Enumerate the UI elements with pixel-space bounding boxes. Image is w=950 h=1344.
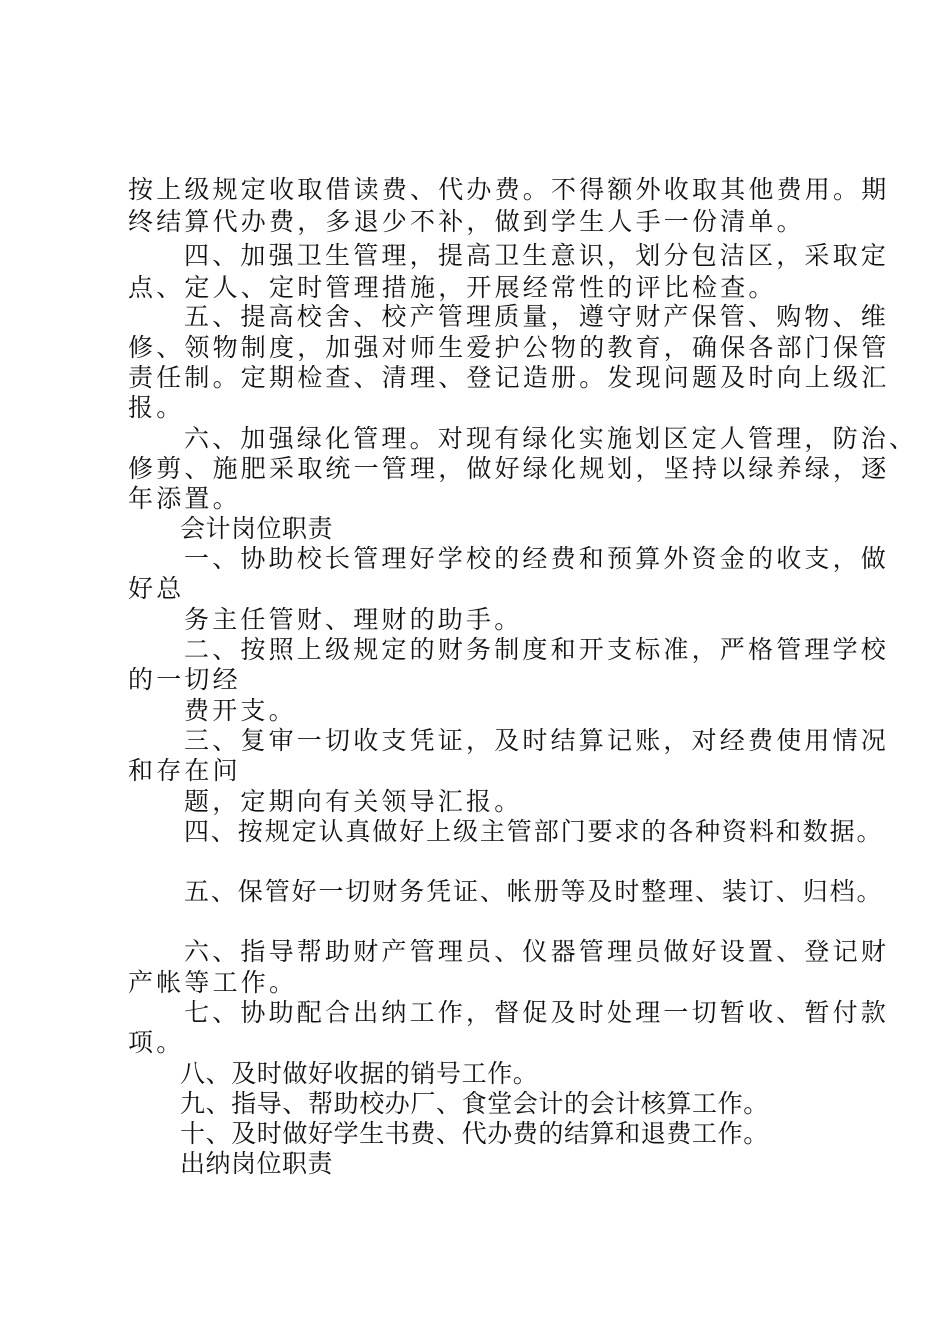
text-line: 二、按照上级规定的财务制度和开支标准，严格管理学校: [184, 635, 890, 664]
text-line: 修剪、施肥采取统一管理，做好绿化规划，坚持以绿养绿，逐: [128, 454, 890, 483]
text-line: 的一切经: [128, 665, 241, 694]
section-heading: 出纳岗位职责: [180, 1149, 334, 1178]
text-line: 八、及时做好收据的销号工作。: [180, 1059, 539, 1088]
text-line: 修、领物制度，加强对师生爱护公物的教育，确保各部门保管: [128, 333, 890, 362]
text-line: 好总: [128, 574, 185, 603]
text-line: 五、保管好一切财务凭证、帐册等及时整理、装订、归档。: [184, 877, 884, 906]
text-line: 三、复审一切收支凭证，及时结算记账，对经费使用情况: [184, 726, 890, 755]
text-line: 产帐等工作。: [128, 968, 298, 997]
text-line: 务主任管财、理财的助手。: [184, 605, 523, 634]
text-line: 一、协助校长管理好学校的经费和预算外资金的收支，做: [184, 544, 890, 573]
text-line: 和存在问: [128, 756, 241, 785]
section-heading: 会计岗位职责: [180, 514, 334, 543]
text-line: 责任制。定期检查、清理、登记造册。发现问题及时向上级汇: [128, 363, 890, 392]
text-line: 九、指导、帮助校办厂、食堂会计的会计核算工作。: [180, 1089, 769, 1118]
text-line: 项。: [128, 1028, 185, 1057]
text-line: 按上级规定收取借读费、代办费。不得额外收取其他费用。期: [128, 175, 890, 204]
text-line: 四、加强卫生管理，提高卫生意识，划分包洁区，采取定: [184, 241, 890, 270]
text-line: 五、提高校舍、校产管理质量，遵守财产保管、购物、维: [184, 302, 890, 331]
text-line: 十、及时做好学生书费、代办费的结算和退费工作。: [180, 1119, 769, 1148]
text-line: 终结算代办费，多退少不补，做到学生人手一份清单。: [128, 207, 805, 236]
text-line: 六、加强绿化管理。对现有绿化实施划区定人管理，防治、: [184, 424, 918, 453]
text-line: 题，定期向有关领导汇报。: [184, 787, 523, 816]
text-line: 年添置。: [128, 484, 241, 513]
text-line: 七、协助配合出纳工作，督促及时处理一切暂收、暂付款: [184, 998, 890, 1027]
text-line: 四、按规定认真做好上级主管部门要求的各种资料和数据。: [184, 817, 884, 846]
text-line: 点、定人、定时管理措施，开展经常性的评比检查。: [128, 273, 777, 302]
text-line: 报。: [128, 393, 185, 422]
text-line: 六、指导帮助财产管理员、仪器管理员做好设置、登记财: [184, 937, 890, 966]
text-line: 费开支。: [184, 696, 297, 725]
